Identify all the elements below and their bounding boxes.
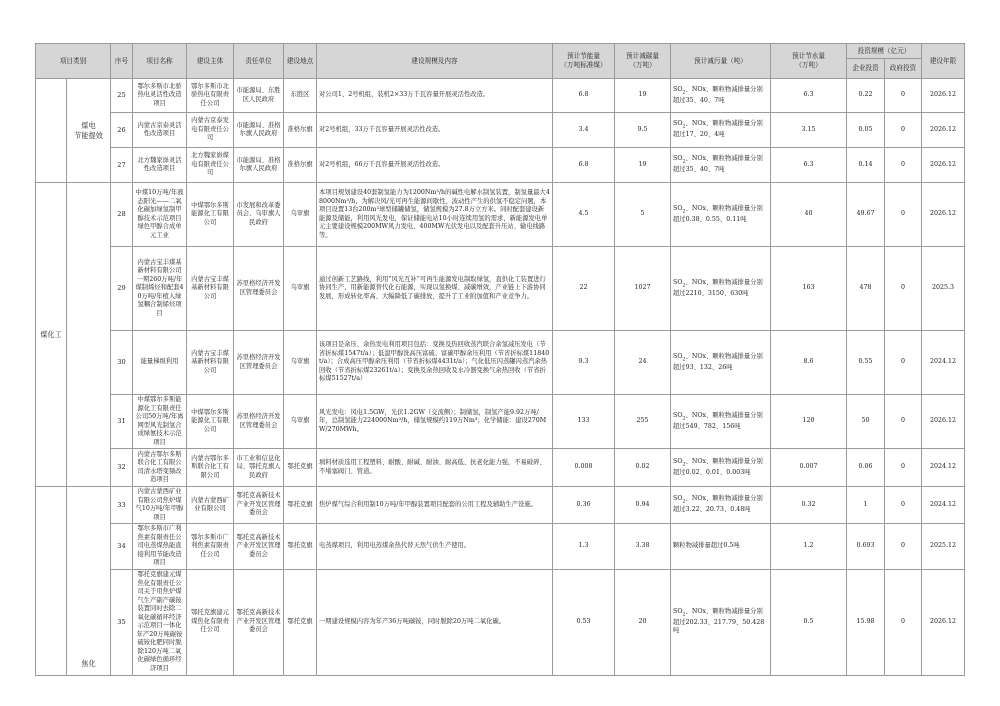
header-energy: 预计节能量 （万吨标准煤） xyxy=(553,44,615,79)
row-location: 准格尔旗 xyxy=(284,148,317,183)
row-invest-government: 0 xyxy=(885,569,922,675)
row-owner: 内蒙古京泰发电有限责任公司 xyxy=(187,113,234,148)
row-energy: 1.3 xyxy=(553,524,615,570)
row-pollution: $SO_2$、NOx、颗粒物减排量分别超过17、20、4吨 xyxy=(671,113,771,148)
table-row xyxy=(36,148,965,183)
row-unit: 市能源局、准格尔旗人民政府 xyxy=(234,113,284,148)
row-scale: 该项目是余压、余热发电利用项目包括：变换及热回收蒸汽联合余氢减压发电（节省折标煤1547t/a）；低温甲醇洗高压富硫、富碳甲醇余压利用（节省折标煤11840t/a）；合成高压甲醇余压利用（节省折标煤4431t/a）；气化低压闪蒸罐闪蒸汽余热回收（节省折标煤23261t/a）；变换及余热回收及水冷器变换气余热回收（节省折标煤51527t/a） xyxy=(317,331,553,395)
row-energy: 3.4 xyxy=(553,113,615,148)
row-pollution: $SO_2$、NOx、颗粒物减排量分别超过3.22、20.73、0.48吨 xyxy=(671,487,771,524)
row-owner: 鄂尔多斯市广利焦素有限责任公司 xyxy=(187,524,234,570)
header-seq: 序号 xyxy=(111,44,133,79)
table-row xyxy=(36,247,965,331)
row-seq: 32 xyxy=(111,449,133,487)
row-project-name: 内蒙古蒙西矿业有限公司焦炉煤气10万吨/年甲醇项目 xyxy=(133,487,187,524)
row-scale: 本项目规划建设40套制氢能力为1200Nm³/h的碱性电解水制氢装置，制氢量最大48000Nm³/h，为解决风/光可再生能源间歇性、波动性产生的供氢不稳定问题，本项目设置13台200m³球型储罐储氢，储氢规模为27.8万立方米。同时配套建设新能源及储能，利用风光发电，保证储能电站10小时连续用氢的需求，新能源发电单元主要建设规模200MW风力发电、400MW光伏发电以及配套升压站、输电线路等。 xyxy=(317,183,553,247)
row-unit: 苏里格经济开发区管理委员会 xyxy=(234,247,284,331)
row-seq: 26 xyxy=(111,113,133,148)
row-project-name: 鄂托克旗建元煤焦化有限责任公司关于用焦炉煤气生产副产碳铵装置同时去除二氧化碳循环经济示范项目一体化年产20万吨碳铵硫铵化肥同时脱除120万吨二氧化碳绿色循环经济项目 xyxy=(133,569,187,675)
row-project-name: 中煤10万吨/年液态阳光——二氧化碳加绿氢制甲醇技术示范项目绿色甲醇合成单元工业 xyxy=(133,183,187,247)
row-carbon: 5 xyxy=(615,183,671,247)
row-scale: 对2号机组，33万千瓦容量开展灵活性改造。 xyxy=(317,113,553,148)
row-year: 2026.12 xyxy=(922,113,965,148)
row-location: 鄂托克旗 xyxy=(284,524,317,570)
row-invest-enterprise: 1 xyxy=(847,487,885,524)
row-location: 准格尔旗 xyxy=(284,113,317,148)
header-invest-government: 政府投资 xyxy=(885,59,922,79)
row-year: 2026.12 xyxy=(922,569,965,675)
row-project-name: 内蒙古京泰灵活性改造项目 xyxy=(133,113,187,148)
project-table xyxy=(35,43,965,676)
row-water: 8.6 xyxy=(771,331,847,395)
row-invest-enterprise: 0.693 xyxy=(847,524,885,570)
header-year: 建设年限 xyxy=(922,44,965,79)
row-invest-enterprise: 0.22 xyxy=(847,79,885,113)
row-owner: 中煤鄂尔多斯能源化工有限公司 xyxy=(187,183,234,247)
row-owner: 鄂尔多斯市北骄热电有限责任公司 xyxy=(187,79,234,113)
row-seq: 28 xyxy=(111,183,133,247)
row-location: 乌审旗 xyxy=(284,183,317,247)
row-year: 2024.12 xyxy=(922,449,965,487)
row-invest-government: 0 xyxy=(885,524,922,570)
row-owner: 北方魏家峁煤电有限责任公司 xyxy=(187,148,234,183)
row-seq: 30 xyxy=(111,331,133,395)
row-energy: 0.36 xyxy=(553,487,615,524)
row-project-name: 鄂尔多斯市北骄热电灵活性改造项目 xyxy=(133,79,187,113)
row-pollution: $SO_2$、NOx、颗粒物减排量分别超过549、782、156吨 xyxy=(671,395,771,449)
row-year: 2025.3 xyxy=(922,247,965,331)
row-energy: 6.8 xyxy=(553,148,615,183)
row-invest-enterprise: 15.98 xyxy=(847,569,885,675)
row-owner: 内蒙古蒙西矿业有限公司 xyxy=(187,487,234,524)
table-row xyxy=(36,331,965,395)
row-pollution: $SO_2$、NOx、颗粒物减排量分别超过0.38、0.55、0.11吨 xyxy=(671,183,771,247)
header-carbon: 预计减碳量 （万吨） xyxy=(615,44,671,79)
header-name: 项目名称 xyxy=(133,44,187,79)
row-water: 6.3 xyxy=(771,79,847,113)
row-invest-enterprise: 0.06 xyxy=(847,449,885,487)
row-invest-government: 0 xyxy=(885,395,922,449)
row-project-name: 内蒙古鄂尔多斯联合化工有限公司清水塔变频改造项目 xyxy=(133,449,187,487)
row-carbon: 1027 xyxy=(615,247,671,331)
table-row xyxy=(36,487,965,524)
row-energy: 133 xyxy=(553,395,615,449)
row-scale: 对2号机组，66万千瓦容量开展灵活性改造。 xyxy=(317,148,553,183)
row-pollution: $SO_2$、NOx、颗粒物减排量分别超过35、40、7吨 xyxy=(671,79,771,113)
row-owner: 内蒙古宝丰煤基新材料有限公司 xyxy=(187,331,234,395)
header-invest: 投资规模（亿元） xyxy=(847,44,922,59)
row-carbon: 255 xyxy=(615,395,671,449)
row-water: 0.007 xyxy=(771,449,847,487)
row-location: 鄂托克旗 xyxy=(284,487,317,524)
row-location: 乌审旗 xyxy=(284,247,317,331)
row-water: 163 xyxy=(771,247,847,331)
row-scale: 对公司1、2号机组，装机2×33万千瓦容量开展灵活性改造。 xyxy=(317,79,553,113)
row-water: 0.32 xyxy=(771,487,847,524)
row-location: 东胜区 xyxy=(284,79,317,113)
row-invest-government: 0 xyxy=(885,487,922,524)
row-seq: 25 xyxy=(111,79,133,113)
row-unit: 鄂托克高新技术产业开发区管理委员会 xyxy=(234,569,284,675)
row-carbon: 24 xyxy=(615,331,671,395)
row-carbon: 9.5 xyxy=(615,113,671,148)
row-energy: 22 xyxy=(553,247,615,331)
row-scale: 一期建设规模内容为年产36万吨碳铵，同时脱除20万吨二氧化碳。 xyxy=(317,569,553,675)
row-project-name: 北方魏家峁灵活性改造项目 xyxy=(133,148,187,183)
row-unit: 苏里格经济开发区管理委员会 xyxy=(234,395,284,449)
row-invest-government: 0 xyxy=(885,331,922,395)
header-scale: 建设规模及内容 xyxy=(317,44,553,79)
row-pollution: $SO_2$、NOx、颗粒物减排量分别超过35、40、7吨 xyxy=(671,148,771,183)
row-unit: 鄂托克高新技术产业开发区管理委员会 xyxy=(234,487,284,524)
row-carbon: 19 xyxy=(615,148,671,183)
header-water: 预计节水量 （万吨） xyxy=(771,44,847,79)
row-invest-enterprise: 50 xyxy=(847,395,885,449)
row-project-name: 能量梯级利用 xyxy=(133,331,187,395)
subcategory-cell xyxy=(67,183,111,487)
row-year: 2024.12 xyxy=(922,487,965,524)
row-unit: 市能源局、准格尔旗人民政府 xyxy=(234,148,284,183)
row-invest-enterprise: 478 xyxy=(847,247,885,331)
row-energy: 4.5 xyxy=(553,183,615,247)
category-cell: 煤化工 xyxy=(36,183,67,487)
row-seq: 27 xyxy=(111,148,133,183)
row-pollution: $SO_2$、NOx、颗粒物减排量分别超过2210、3150、630吨 xyxy=(671,247,771,331)
row-unit: 市发展和改革委员会、乌审旗人民政府 xyxy=(234,183,284,247)
row-water: 3.15 xyxy=(771,113,847,148)
row-project-name: 内蒙古宝丰煤基新材料有限公司一期260万吨/年煤制烯烃和配套40万吨/年植入绿氢耦合制烯烃项目 xyxy=(133,247,187,331)
row-project-name: 中煤鄂尔多斯能源化工有限责任公司50万吨/年离网型风光制氢合成绿氨技术示范项目 xyxy=(133,395,187,449)
row-scale: 风光发电：风电1.5GW，光伏1.2GW（交流侧）；制储氢，制氢产能9.92万吨/年，总制氢能力224000Nm³/h，储氢规模约119万Nm³；化学储能：建设270MW/270MWh。 xyxy=(317,395,553,449)
subcategory-cell: 煤电 节能提效 xyxy=(67,79,111,183)
row-water: 120 xyxy=(771,395,847,449)
row-owner: 内蒙古宝丰煤基新材料有限公司 xyxy=(187,247,234,331)
row-year: 2024.12 xyxy=(922,331,965,395)
row-unit: 市工业和信息化局、鄂托克旗人民政府 xyxy=(234,449,284,487)
row-year: 2026.12 xyxy=(922,395,965,449)
table-row xyxy=(36,183,965,247)
row-owner: 中煤鄂尔多斯能源化工有限公司 xyxy=(187,395,234,449)
row-location: 鄂托克旗 xyxy=(284,569,317,675)
row-invest-government: 0 xyxy=(885,113,922,148)
row-carbon: 0.02 xyxy=(615,449,671,487)
row-invest-government: 0 xyxy=(885,247,922,331)
project-table-sheet xyxy=(35,43,964,676)
table-row xyxy=(36,395,965,449)
row-location: 乌审旗 xyxy=(284,331,317,395)
row-seq: 34 xyxy=(111,524,133,570)
row-water: 40 xyxy=(771,183,847,247)
table-body xyxy=(36,79,965,676)
table-row xyxy=(36,79,965,113)
row-location: 乌审旗 xyxy=(284,395,317,449)
row-invest-enterprise: 0.14 xyxy=(847,148,885,183)
row-owner: 内蒙古鄂尔多斯联合化工有限公司 xyxy=(187,449,234,487)
row-energy: 0.53 xyxy=(553,569,615,675)
row-seq: 33 xyxy=(111,487,133,524)
row-seq: 31 xyxy=(111,395,133,449)
row-invest-enterprise: 0.55 xyxy=(847,331,885,395)
row-project-name: 鄂尔多斯市广利焦素有限责任公司电蒸煤热能直接利用节能改造项目 xyxy=(133,524,187,570)
row-invest-government: 0 xyxy=(885,183,922,247)
row-seq: 35 xyxy=(111,569,133,675)
row-seq: 29 xyxy=(111,247,133,331)
row-energy: 9.3 xyxy=(553,331,615,395)
row-unit: 苏里格经济开发区管理委员会 xyxy=(234,331,284,395)
table-row xyxy=(36,449,965,487)
header-location: 建设地点 xyxy=(284,44,317,79)
row-water: 6.3 xyxy=(771,148,847,183)
subcategory-cell: 焦化 xyxy=(67,487,111,676)
row-scale: 填料材质选用工程塑料、耐酸、耐碱、耐油、耐高低、抗老化能力强，不易破碎、不堵塞阀门、管道。 xyxy=(317,449,553,487)
row-pollution: $SO_2$、NOx、颗粒物减排量分别超过202.33、217.79、50.428吨 xyxy=(671,569,771,675)
row-year: 2026.12 xyxy=(922,183,965,247)
row-year: 2025.12 xyxy=(922,524,965,570)
row-pollution: $SO_2$、NOx、颗粒物减排量分别超过0.02、0.01、0.003吨 xyxy=(671,449,771,487)
row-invest-government: 0 xyxy=(885,79,922,113)
row-scale: 通过创新工艺路线，利用“风光互补”可再生能源发电制取绿氢，直供化工装置进行协同生产，用新能源替代化石能源，实现以氢换煤、减碳增效，产业链上下游协同发展，形成转化率高、大幅降低了碳排放，提升了工业附加值和产业竞争力。 xyxy=(317,247,553,331)
row-invest-government: 0 xyxy=(885,449,922,487)
header-owner: 建设主体 xyxy=(187,44,234,79)
row-scale: 电蒸煤项目，利用电蒸煤余热代替天然气供生产使用。 xyxy=(317,524,553,570)
header-invest-enterprise: 企业投资 xyxy=(847,59,885,79)
category-cell xyxy=(36,487,67,676)
table-row xyxy=(36,569,965,675)
header-category: 项目类别 xyxy=(36,44,111,79)
row-energy: 0.008 xyxy=(553,449,615,487)
row-unit: 市能源局、东胜区人民政府 xyxy=(234,79,284,113)
row-invest-government: 0 xyxy=(885,148,922,183)
row-carbon: 20 xyxy=(615,569,671,675)
row-owner: 鄂托克旗建元煤焦化有限责任公司 xyxy=(187,569,234,675)
row-carbon: 3.38 xyxy=(615,524,671,570)
row-unit: 鄂托克高新技术产业开发区管理委员会 xyxy=(234,524,284,570)
category-cell xyxy=(36,79,67,183)
row-pollution: $SO_2$、NOx、颗粒物减排量分别超过93、132、26吨 xyxy=(671,331,771,395)
row-year: 2026.12 xyxy=(922,79,965,113)
table-row xyxy=(36,524,965,570)
row-water: 1.2 xyxy=(771,524,847,570)
row-year: 2026.12 xyxy=(922,148,965,183)
row-scale: 焦炉煤气综合利用制10万吨/年甲醇装置项目配套的公用工程及辅助生产设施。 xyxy=(317,487,553,524)
row-invest-enterprise: 0.05 xyxy=(847,113,885,148)
row-carbon: 19 xyxy=(615,79,671,113)
row-invest-enterprise: 49.67 xyxy=(847,183,885,247)
header-unit: 责任单位 xyxy=(234,44,284,79)
header-pollution: 预计减污量（吨） xyxy=(671,44,771,79)
row-location: 鄂托克旗 xyxy=(284,449,317,487)
table-row xyxy=(36,113,965,148)
row-pollution: 颗粒物减排量超过0.5吨 xyxy=(671,524,771,570)
row-energy: 6.8 xyxy=(553,79,615,113)
row-carbon: 0.94 xyxy=(615,487,671,524)
row-water: 0.5 xyxy=(771,569,847,675)
